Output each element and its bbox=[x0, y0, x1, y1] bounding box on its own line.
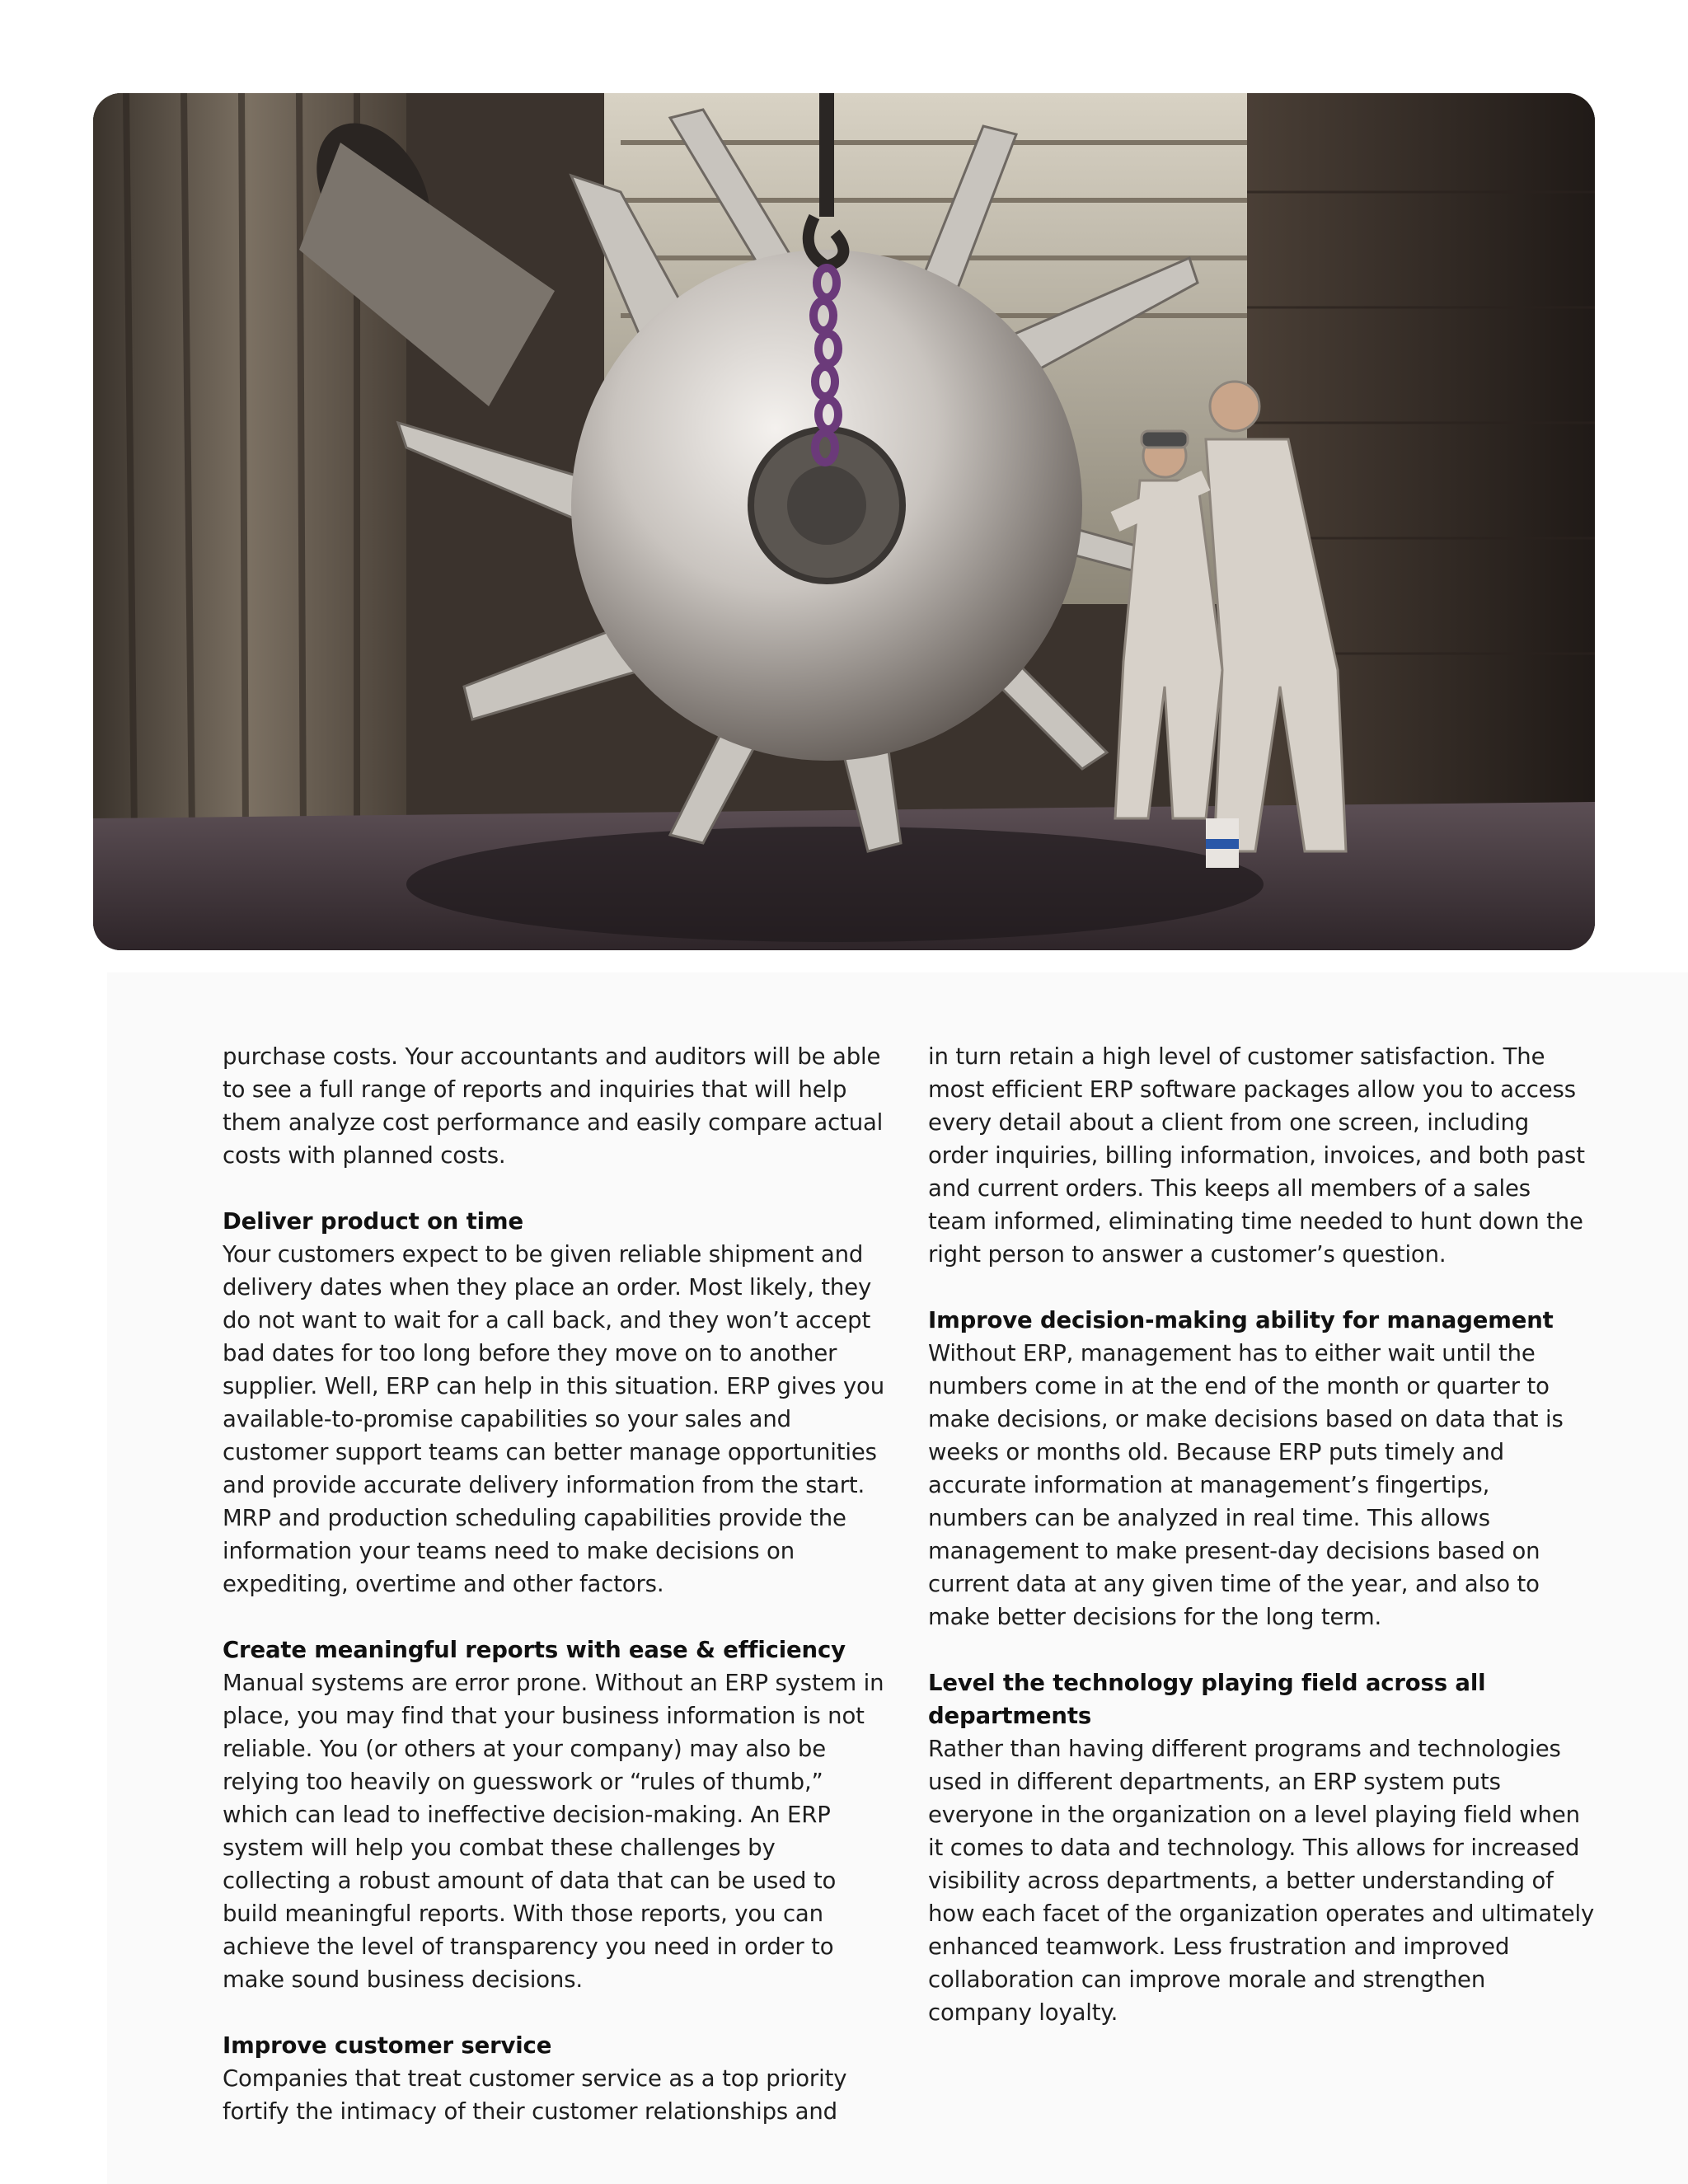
paragraph-create-meaningful-reports: Manual systems are error prone. Without an ERP system in place, you may find that your business information is not reliable. You (or others at your company) may also be relying too heavily on guesswork or “rules of thumb,” which can lead to ineffective decision-making. An ERP system will help you combat these challenges by collecting a robust amount of data that can be used to build meaningful reports. With those reports, you can achieve the level of transparency you need in order to make sound business decisions. bbox=[223, 1670, 884, 1993]
right-intro-paragraph: in turn retain a high level of customer satisfaction. The most efficient ERP software packages allow you to access every detail about a client from one screen, including order inquiries, billing information, invoices, and both past and current orders. This keeps all members of a sales team informed, eliminating time needed to hunt down the right person to answer a customer’s question. bbox=[928, 1043, 1585, 1268]
paragraph-level-technology-playing-field: Rather than having different programs and technologies used in different departments, an ERP system puts everyone in the organization on a level playing field when it comes to data and technology. This allows for increased visibility across departments, a better understanding of how each facet of the organization operates and ultimately enhanced teamwork. Less frustration and improved collaboration can improve morale and strengthen company loyalty. bbox=[928, 1736, 1595, 2026]
hero-photo bbox=[93, 93, 1595, 950]
heading-level-technology-playing-field: Level the technology playing field across all departments bbox=[928, 1670, 1486, 1729]
heading-deliver-product-on-time: Deliver product on time bbox=[223, 1208, 523, 1235]
paragraph-deliver-product-on-time: Your customers expect to be given reliable shipment and delivery dates when they place an order. Most likely, they do not want to wait for a call back, and they won’t accept bad dates for too long before they move on to another supplier. Well, ERP can help in this situation. ERP gives you available-to-promise capabilities so your sales and customer support teams can better manage opportunities and provide accurate delivery information from the start. MRP and production scheduling capabilities provide the information your teams need to make decisions on expediting, overtime and other factors. bbox=[223, 1241, 884, 1597]
left-column bbox=[223, 1040, 890, 2128]
hero-photo-illustration bbox=[93, 93, 1595, 950]
heading-improve-customer-service: Improve customer service bbox=[223, 2032, 552, 2059]
right-column bbox=[928, 1040, 1596, 2029]
heading-create-meaningful-reports: Create meaningful reports with ease & efficiency bbox=[223, 1637, 846, 1663]
heading-improve-decision-making: Improve decision-making ability for management bbox=[928, 1307, 1554, 1333]
paragraph-improve-customer-service: Companies that treat customer service as a top priority fortify the intimacy of their customer relationships and bbox=[223, 2065, 847, 2125]
paragraph-improve-decision-making: Without ERP, management has to either wait until the numbers come in at the end of the month or quarter to make decisions, or make decisions based on data that is weeks or months old. Because ERP puts timely and accurate information at management’s fingertips, numbers can be analyzed in real time. This allows management to make present-day decisions based on current data at any given time of the year, and also to make better decisions for the long term. bbox=[928, 1340, 1564, 1630]
left-intro-paragraph: purchase costs. Your accountants and auditors will be able to see a full range of reports and inquiries that will help them analyze cost performance and easily compare actual costs with planned costs. bbox=[223, 1043, 884, 1169]
